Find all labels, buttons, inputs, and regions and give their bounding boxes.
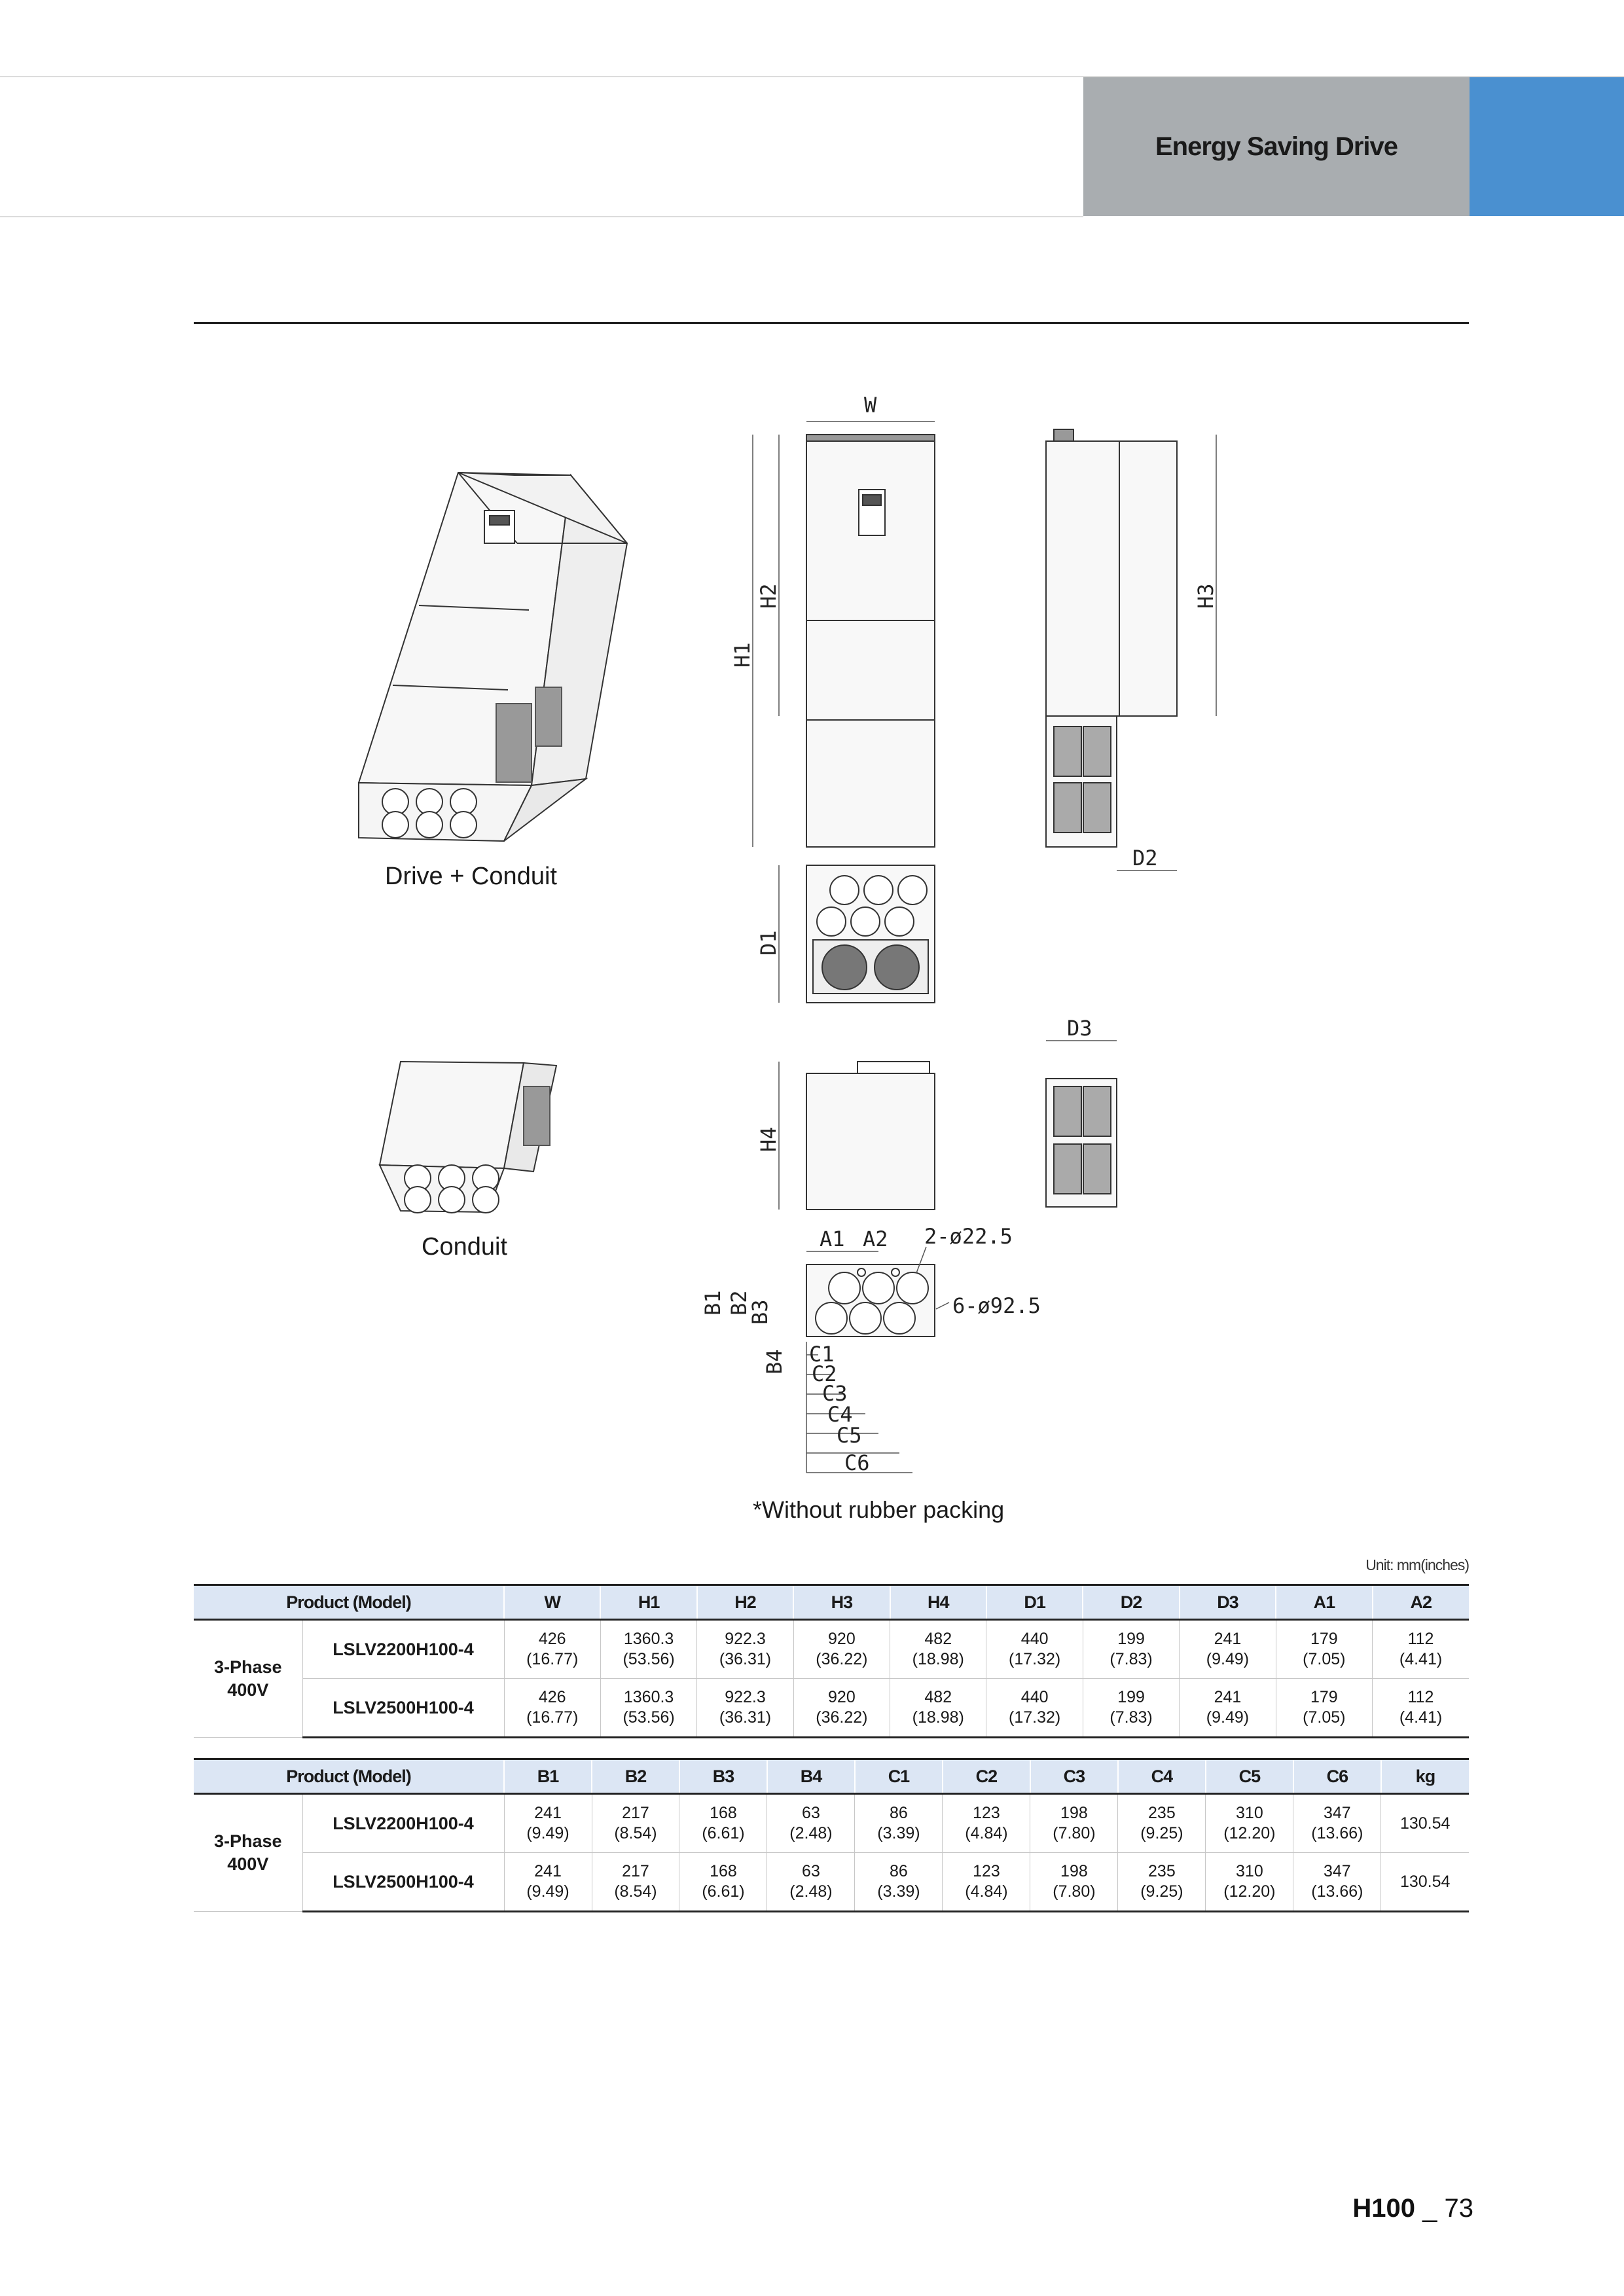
cell-c1: 86 (3.39)	[855, 1853, 943, 1912]
dim-label-d3: D3	[1067, 1016, 1092, 1041]
drive-conduit-3d-drawing	[359, 473, 627, 841]
dim-label-c2: C2	[812, 1361, 837, 1386]
dim-label-b4: B4	[762, 1349, 787, 1374]
cell-c1: 86 (3.39)	[855, 1794, 943, 1853]
col-header-b3: B3	[679, 1759, 767, 1794]
model-name: LSLV2200H100-4	[302, 1620, 504, 1679]
conduit-front-drawing	[806, 1062, 935, 1210]
col-header-h3: H3	[793, 1585, 890, 1620]
note-without-rubber-packing: *Without rubber packing	[753, 1496, 1005, 1523]
dim-label-h4: H4	[756, 1126, 781, 1152]
col-header-a2: A2	[1373, 1585, 1469, 1620]
cell-d3: 241 (9.49)	[1180, 1620, 1276, 1679]
dimension-table-1	[194, 1584, 1469, 1738]
cell-h3: 920 (36.22)	[793, 1679, 890, 1738]
cell-b3: 168 (6.61)	[679, 1853, 767, 1912]
header-title: Energy Saving Drive	[1155, 132, 1398, 161]
col-header-c5: C5	[1206, 1759, 1293, 1794]
model-name: LSLV2500H100-4	[302, 1853, 504, 1912]
col-header-b2: B2	[592, 1759, 679, 1794]
cell-h1: 1360.3 (53.56)	[600, 1620, 696, 1679]
col-header-w: W	[504, 1585, 600, 1620]
cell-c4: 235 (9.25)	[1118, 1853, 1206, 1912]
hole-label-large: 6-ø92.5	[952, 1293, 1041, 1318]
cell-w: 426 (16.77)	[504, 1620, 600, 1679]
dim-label-a2: A2	[863, 1227, 888, 1251]
cell-b3: 168 (6.61)	[679, 1794, 767, 1853]
hole-label-small: 2-ø22.5	[924, 1224, 1013, 1249]
col-header-h4: H4	[890, 1585, 986, 1620]
cell-h2: 922.3 (36.31)	[697, 1620, 793, 1679]
cell-b1: 241 (9.49)	[504, 1794, 592, 1853]
cell-h2: 922.3 (36.31)	[697, 1679, 793, 1738]
col-header-c3: C3	[1030, 1759, 1118, 1794]
cell-w: 426 (16.77)	[504, 1679, 600, 1738]
unit-note: Unit: mm(inches)	[1365, 1556, 1469, 1573]
dim-label-b3: B3	[748, 1299, 772, 1325]
cell-h1: 1360.3 (53.56)	[600, 1679, 696, 1738]
cell-c6: 347 (13.66)	[1293, 1794, 1381, 1853]
cell-h4: 482 (18.98)	[890, 1620, 986, 1679]
col-header-d3: D3	[1180, 1585, 1276, 1620]
cell-c3: 198 (7.80)	[1030, 1794, 1118, 1853]
cell-b4: 63 (2.48)	[767, 1853, 855, 1912]
cell-h4: 482 (18.98)	[890, 1679, 986, 1738]
caption-conduit: Conduit	[422, 1233, 507, 1261]
col-header-kg: kg	[1381, 1759, 1469, 1794]
col-header-product: Product (Model)	[194, 1585, 504, 1620]
bottom-view-drawing	[806, 865, 935, 1003]
col-header-c2: C2	[943, 1759, 1030, 1794]
cell-d3: 241 (9.49)	[1180, 1679, 1276, 1738]
cell-d1: 440 (17.32)	[986, 1620, 1083, 1679]
table-row	[194, 1794, 1469, 1853]
dimension-table-2	[194, 1758, 1469, 1912]
group-label: 3-Phase 400V	[194, 1620, 302, 1738]
page-number: H100 _ 73	[1352, 2194, 1473, 2223]
dim-label-b2: B2	[727, 1290, 751, 1316]
footer-product: H100	[1352, 2194, 1416, 2223]
cell-a1: 179 (7.05)	[1276, 1620, 1372, 1679]
front-view-drawing	[806, 435, 935, 847]
col-header-b4: B4	[767, 1759, 855, 1794]
cell-d2: 199 (7.83)	[1083, 1679, 1179, 1738]
model-name: LSLV2500H100-4	[302, 1679, 504, 1738]
dim-label-h3: H3	[1193, 583, 1218, 609]
side-view-drawing	[1046, 429, 1177, 847]
cell-c2: 123 (4.84)	[943, 1794, 1030, 1853]
cell-c6: 347 (13.66)	[1293, 1853, 1381, 1912]
cell-h3: 920 (36.22)	[793, 1620, 890, 1679]
dim-label-c6: C6	[844, 1450, 870, 1475]
cell-d2: 199 (7.83)	[1083, 1620, 1179, 1679]
dim-label-h2: H2	[756, 583, 781, 609]
col-header-h2: H2	[697, 1585, 793, 1620]
dim-label-a1: A1	[820, 1227, 845, 1251]
table-header-row	[194, 1759, 1469, 1794]
cell-c5: 310 (12.20)	[1206, 1794, 1293, 1853]
col-header-c1: C1	[855, 1759, 943, 1794]
table-row	[194, 1679, 1469, 1738]
conduit-3d-drawing	[380, 1062, 556, 1213]
cell-b1: 241 (9.49)	[504, 1853, 592, 1912]
dim-label-c5: C5	[837, 1423, 862, 1448]
group-label: 3-Phase 400V	[194, 1794, 302, 1912]
table-header-row	[194, 1585, 1469, 1620]
conduit-side-drawing	[1046, 1079, 1117, 1207]
cell-a2: 112 (4.41)	[1373, 1679, 1469, 1738]
dim-label-c4: C4	[827, 1402, 853, 1427]
dim-label-b1: B1	[700, 1290, 725, 1316]
cell-c5: 310 (12.20)	[1206, 1853, 1293, 1912]
dim-label-c1: C1	[809, 1342, 835, 1367]
cell-c4: 235 (9.25)	[1118, 1794, 1206, 1853]
col-header-h1: H1	[600, 1585, 696, 1620]
cell-c3: 198 (7.80)	[1030, 1853, 1118, 1912]
col-header-c4: C4	[1118, 1759, 1206, 1794]
col-header-a1: A1	[1276, 1585, 1372, 1620]
cell-b2: 217 (8.54)	[592, 1794, 679, 1853]
col-header-b1: B1	[504, 1759, 592, 1794]
dim-label-h1: H1	[730, 642, 755, 668]
cell-b2: 217 (8.54)	[592, 1853, 679, 1912]
model-name: LSLV2200H100-4	[302, 1794, 504, 1853]
conduit-bottom-plate-drawing	[806, 1265, 935, 1336]
dim-label-d1: D1	[756, 930, 781, 956]
dim-label-w: W	[864, 393, 877, 418]
caption-drive-conduit: Drive + Conduit	[385, 863, 557, 890]
dim-label-c3: C3	[822, 1381, 848, 1406]
col-header-c6: C6	[1293, 1759, 1381, 1794]
table-row	[194, 1853, 1469, 1912]
dim-label-d2: D2	[1132, 846, 1158, 870]
cell-b4: 63 (2.48)	[767, 1794, 855, 1853]
footer-page: 73	[1444, 2194, 1473, 2223]
cell-a1: 179 (7.05)	[1276, 1679, 1372, 1738]
table-row	[194, 1620, 1469, 1679]
col-header-product: Product (Model)	[194, 1759, 504, 1794]
col-header-d1: D1	[986, 1585, 1083, 1620]
cell-a2: 112 (4.41)	[1373, 1620, 1469, 1679]
cell-kg: 130.54	[1381, 1853, 1469, 1912]
cell-d1: 440 (17.32)	[986, 1679, 1083, 1738]
cell-c2: 123 (4.84)	[943, 1853, 1030, 1912]
col-header-d2: D2	[1083, 1585, 1179, 1620]
cell-kg: 130.54	[1381, 1794, 1469, 1853]
